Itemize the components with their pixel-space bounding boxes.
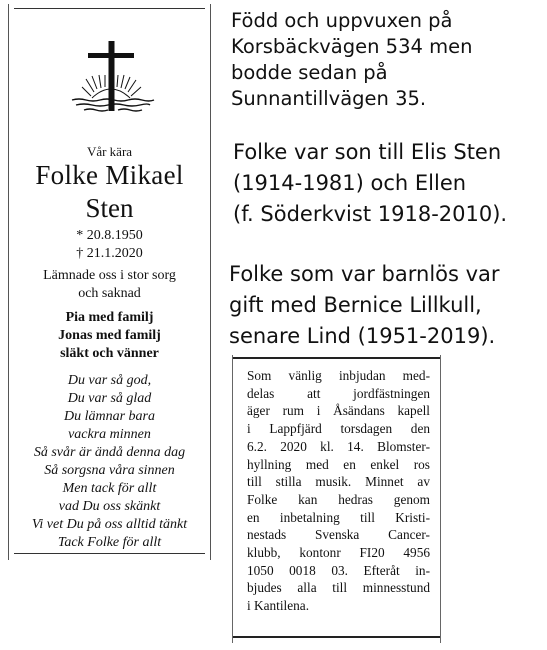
poem-line: Du lämnar bara [63,409,155,424]
left-message-line: Lämnade oss i stor sorg [43,268,176,283]
funeral-notice-text [233,367,440,615]
notice-line: en inbetalning till Kristi- [247,509,430,525]
note-line: Korsbäckvägen 534 men [231,35,473,58]
poem-line: Du var så god, [67,373,152,388]
notice-line: äger rum i Åsändans kapell [247,403,430,419]
poem-line: Så svår är ändå denna dag [33,445,186,460]
notice-line: 6.2. 2020 kl. 14. Blomster- [247,438,430,454]
note-line: Folke var son till Elis Sten [233,140,502,164]
note-line: Sunnantillvägen 35. [231,87,427,110]
mourner-line: Jonas med familj [58,328,161,343]
notice-line: delas att jordfästningen [247,385,430,401]
deceased-name-line1: Folke Mikael [35,160,184,190]
note-line: senare Lind (1951-2019). [229,324,496,348]
cross-with-rising-sun-icon [64,38,159,123]
death-date: † 21.1.2020 [76,246,143,261]
notice-line: Som vänlig inbjudan med- [247,368,430,383]
poem-line: Vi vet Du på oss alltid tänkt [31,517,188,532]
notice-line: nestads Svenska Cancer- [247,527,430,543]
note-line: Folke som var barnlös var [229,262,500,286]
bottom-rule [14,553,205,554]
note-line: (1914-1981) och Ellen [233,171,467,195]
notice-line: hyllning med en enkel ros [247,456,430,472]
note-line: (f. Söderkvist 1918-2010). [233,202,508,226]
left-message-line: och saknad [78,286,141,301]
notice-line: klubb, kontonr FI20 4956 [247,545,430,561]
bottom-rule [233,636,440,638]
notice-line: Folke kan hedras genom [247,491,430,507]
notice-line: i Lappfjärd torsdagen den [247,421,430,437]
notice-line: i Kantilena. [247,598,310,614]
mourner-line: släkt och vänner [60,346,159,361]
obituary-notice [8,4,211,560]
parents-note [233,137,507,230]
deceased-name-line2: Sten [85,193,134,223]
notice-line: till stilla musik. Minnet av [247,474,430,490]
note-line: gift med Bernice Lillkull, [229,293,482,317]
note-line: Född och uppvuxen på [231,9,453,32]
poem-line: vad Du oss skänkt [58,499,161,514]
note-line: bodde sedan på [231,61,388,84]
poem-line: Så sorgsna våra sinnen [44,463,175,478]
poem-line: vackra minnen [68,427,151,442]
birthplace-note [231,8,472,112]
notice-line: bjudes alla till minnesstund [247,580,430,596]
marriage-note [229,259,500,352]
poem-line: Du var så glad [67,391,152,406]
intro-text: Vår kära [86,144,133,159]
poem-line: Tack Folke för allt [57,535,162,550]
birth-date: * 20.8.1950 [76,228,143,243]
top-rule [14,8,205,9]
poem-line: Men tack för allt [62,481,157,496]
top-rule [233,357,440,359]
funeral-notice [232,355,441,643]
mourner-line: Pia med familj [65,310,154,325]
notice-line: 1050 0018 03. Efteråt in- [247,562,430,578]
